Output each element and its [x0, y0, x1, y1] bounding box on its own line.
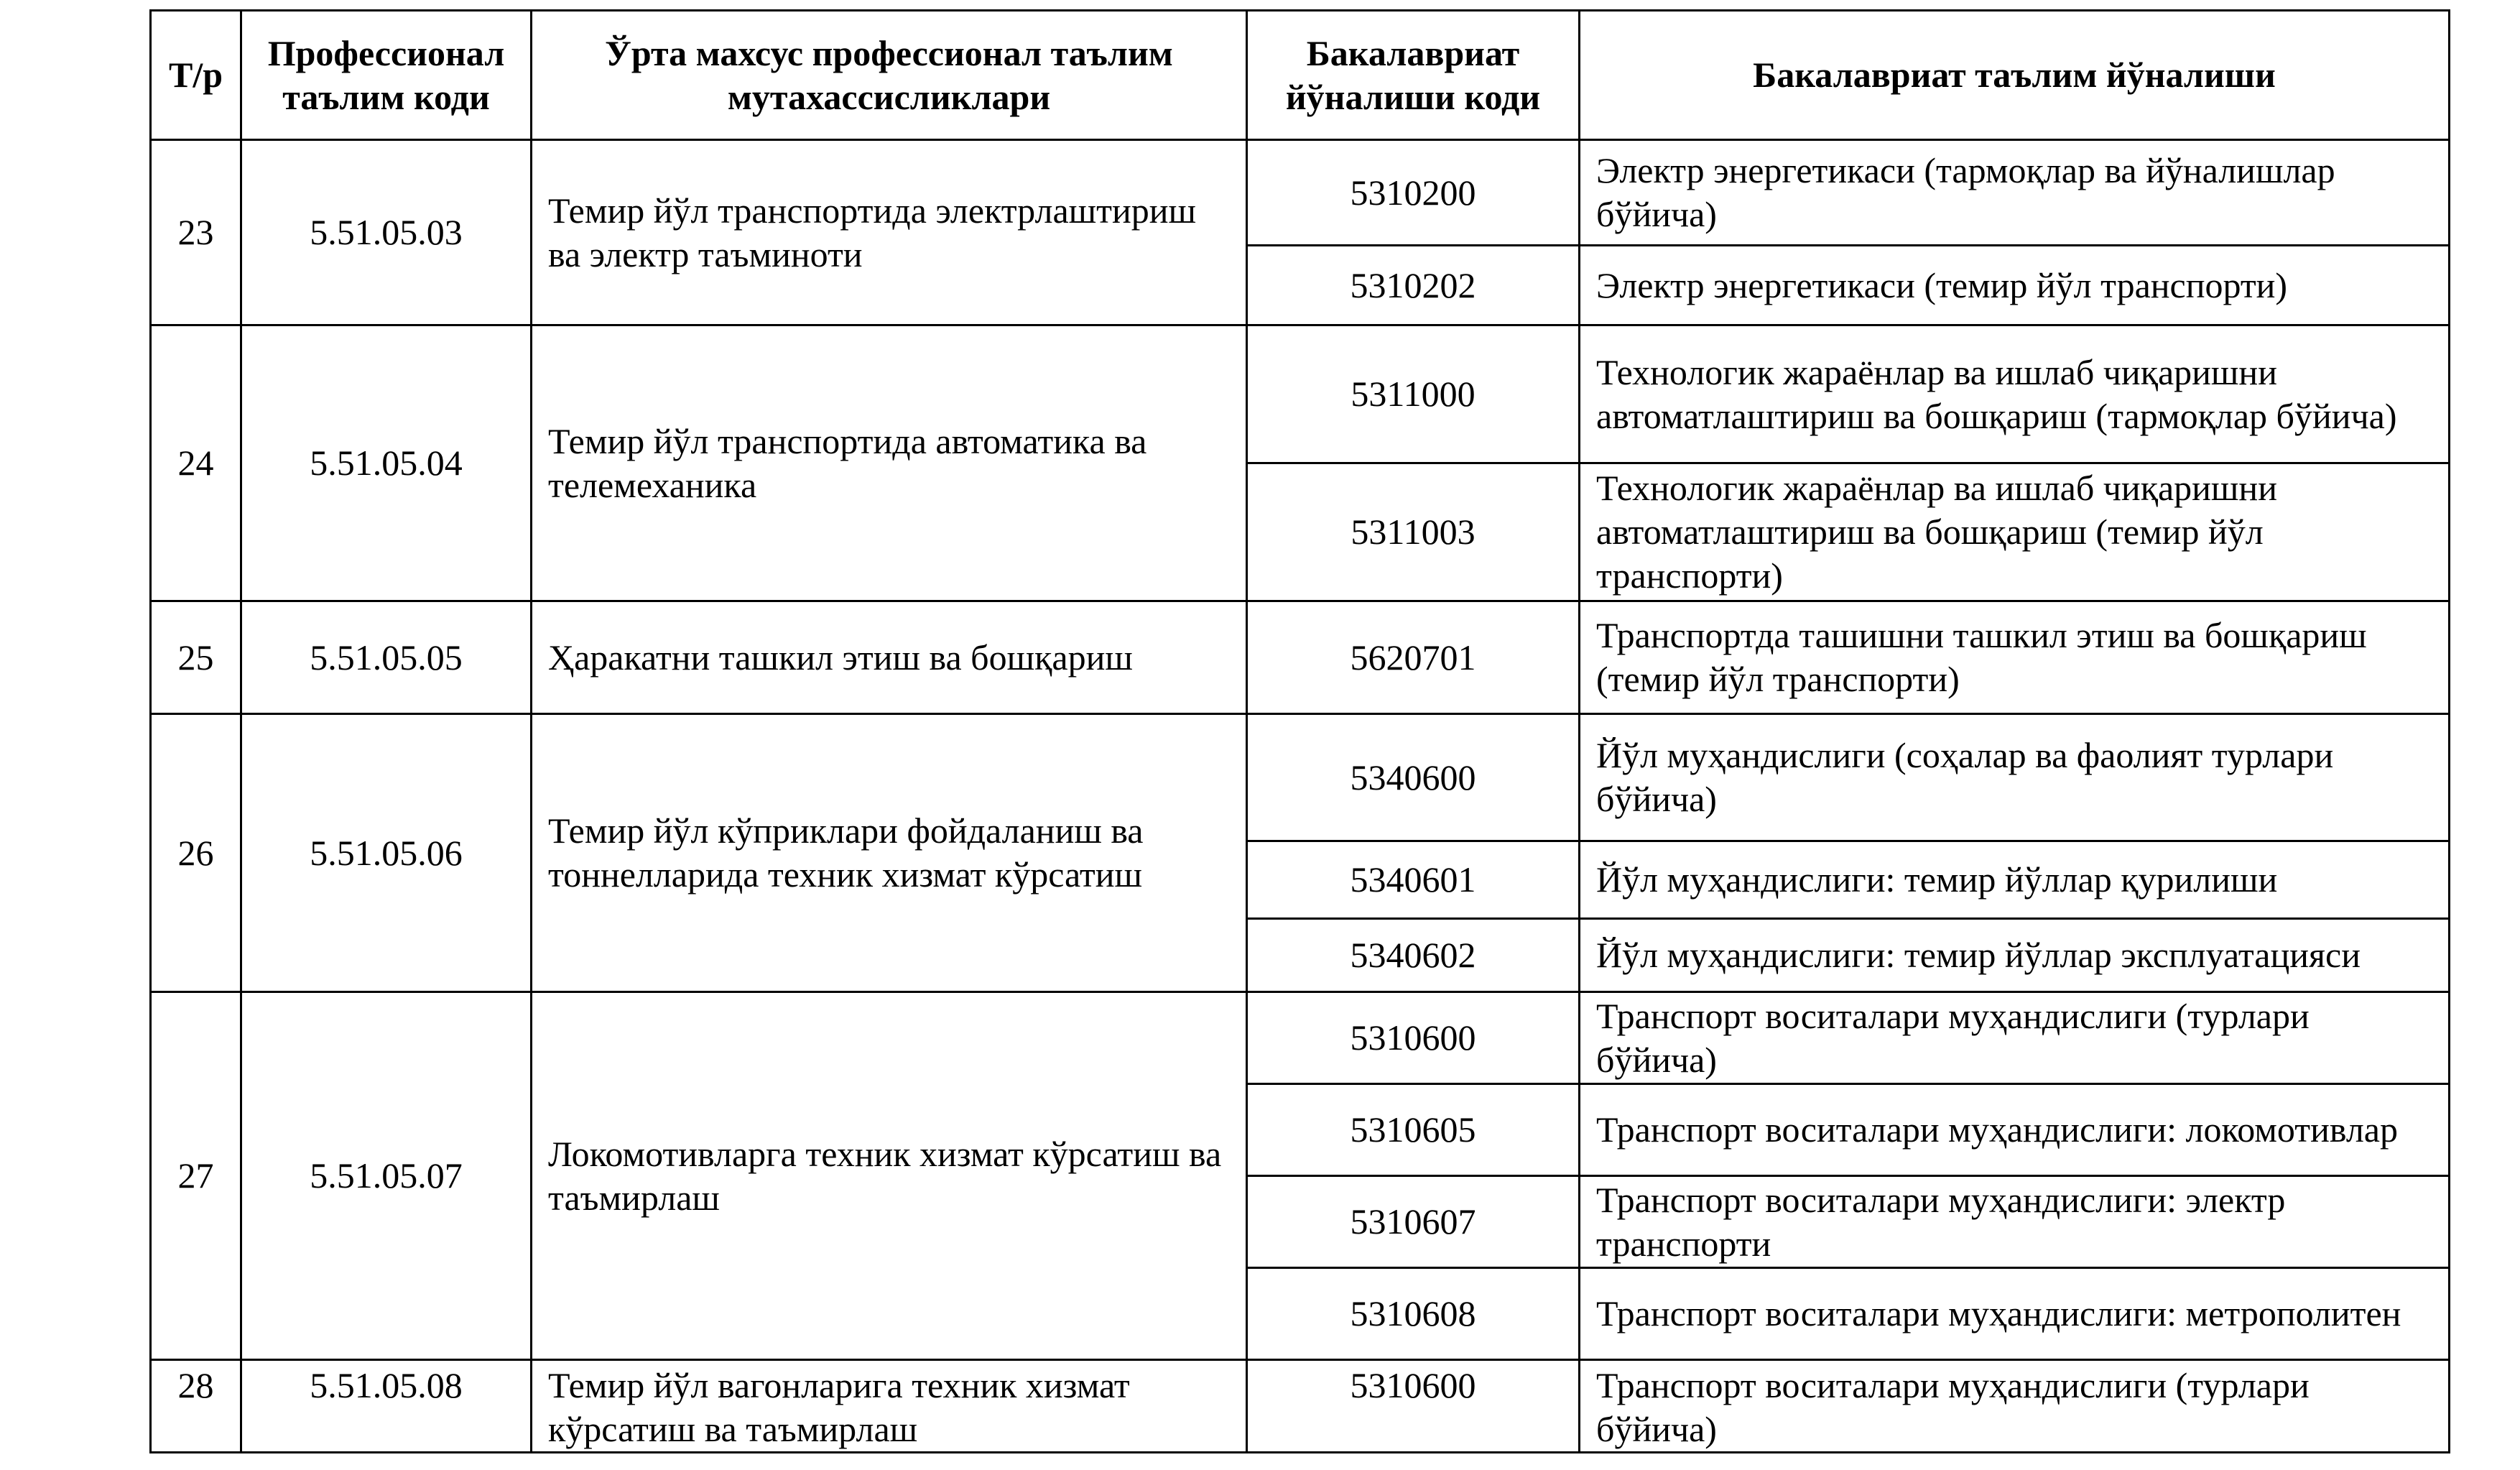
header-specialty: Ўрта махсус профессионал таълим мутахассисликлари: [532, 11, 1247, 140]
specialty-cell: Темир йўл транспортида электрлаштириш ва электр таъминоти: [532, 140, 1247, 325]
specialty-cell: Ҳаракатни ташкил этиш ва бошқариш: [532, 601, 1247, 714]
bachelor-direction-cell: Транспорт воситалари муҳандислиги: локомотивлар: [1580, 1084, 2450, 1176]
bachelor-code-cell: 5310202: [1247, 246, 1580, 325]
table-body: [151, 140, 2450, 1453]
bachelor-code-cell: 5340602: [1247, 919, 1580, 992]
specialty-cell: Темир йўл вагонларига техник хизмат кўрсатиш ва таъмирлаш: [532, 1360, 1247, 1453]
bachelor-code-cell: 5310608: [1247, 1268, 1580, 1360]
specialty-cell: Локомотивларга техник хизмат кўрсатиш ва таъмирлаш: [532, 992, 1247, 1360]
bachelor-code-cell: 5310200: [1247, 140, 1580, 246]
table-row: [151, 325, 2450, 463]
row-number-cell: 23: [151, 140, 241, 325]
row-number-cell: 25: [151, 601, 241, 714]
header-bachelor-code: Бакалавриат йўналиши коди: [1247, 11, 1580, 140]
table-row: [151, 601, 2450, 714]
bachelor-code-cell: 5310600: [1247, 1360, 1580, 1453]
prof-code-cell: 5.51.05.06: [241, 714, 532, 992]
header-bachelor-direction: Бакалавриат таълим йўналиши: [1580, 11, 2450, 140]
bachelor-direction-cell: Транспорт воситалари муҳандислиги (турлари бўйича): [1580, 1360, 2450, 1453]
header-prof-code: Профессионал таълим коди: [241, 11, 532, 140]
bachelor-code-cell: 5310605: [1247, 1084, 1580, 1176]
document-page: [149, 9, 2448, 1448]
bachelor-direction-cell: Электр энергетикаси (тармоқлар ва йўналишлар бўйича): [1580, 140, 2450, 246]
bachelor-direction-cell: Йўл муҳандислиги: темир йўллар қурилиши: [1580, 841, 2450, 919]
prof-code-cell: 5.51.05.07: [241, 992, 532, 1360]
bachelor-direction-cell: Электр энергетикаси (темир йўл транспорти): [1580, 246, 2450, 325]
table-row: [151, 992, 2450, 1084]
bachelor-code-cell: 5620701: [1247, 601, 1580, 714]
bachelor-direction-cell: Йўл муҳандислиги (соҳалар ва фаолият турлари бўйича): [1580, 714, 2450, 841]
row-number-cell: 26: [151, 714, 241, 992]
bachelor-code-cell: 5311000: [1247, 325, 1580, 463]
bachelor-direction-cell: Транспорт воситалари муҳандислиги: метрополитен: [1580, 1268, 2450, 1360]
bachelor-direction-cell: Технологик жараёнлар ва ишлаб чиқаришни автоматлаштириш ва бошқариш (темир йўл транспорти): [1580, 463, 2450, 601]
bachelor-direction-cell: Технологик жараёнлар ва ишлаб чиқаришни автоматлаштириш ва бошқариш (тармоқлар бўйича): [1580, 325, 2450, 463]
bachelor-direction-cell: Йўл муҳандислиги: темир йўллар эксплуатацияси: [1580, 919, 2450, 992]
bachelor-code-cell: 5340600: [1247, 714, 1580, 841]
row-number-cell: 27: [151, 992, 241, 1360]
bachelor-code-cell: 5310600: [1247, 992, 1580, 1084]
specialties-table: [149, 9, 2450, 1453]
bachelor-code-cell: 5311003: [1247, 463, 1580, 601]
prof-code-cell: 5.51.05.05: [241, 601, 532, 714]
header-number: Т/р: [151, 11, 241, 140]
bachelor-direction-cell: Транспортда ташишни ташкил этиш ва бошқариш (темир йўл транспорти): [1580, 601, 2450, 714]
bachelor-direction-cell: Транспорт воситалари муҳандислиги: электр транспорти: [1580, 1176, 2450, 1268]
table-row: [151, 714, 2450, 841]
table-row: [151, 1360, 2450, 1453]
prof-code-cell: 5.51.05.04: [241, 325, 532, 601]
specialty-cell: Темир йўл транспортида автоматика ва телемеханика: [532, 325, 1247, 601]
prof-code-cell: 5.51.05.08: [241, 1360, 532, 1453]
bachelor-code-cell: 5310607: [1247, 1176, 1580, 1268]
table-row: [151, 140, 2450, 246]
bachelor-direction-cell: Транспорт воситалари муҳандислиги (турлари бўйича): [1580, 992, 2450, 1084]
prof-code-cell: 5.51.05.03: [241, 140, 532, 325]
table-header-row: [151, 11, 2450, 140]
row-number-cell: 24: [151, 325, 241, 601]
bachelor-code-cell: 5340601: [1247, 841, 1580, 919]
specialty-cell: Темир йўл кўприклари фойдаланиш ва тоннелларида техник хизмат кўрсатиш: [532, 714, 1247, 992]
row-number-cell: 28: [151, 1360, 241, 1453]
